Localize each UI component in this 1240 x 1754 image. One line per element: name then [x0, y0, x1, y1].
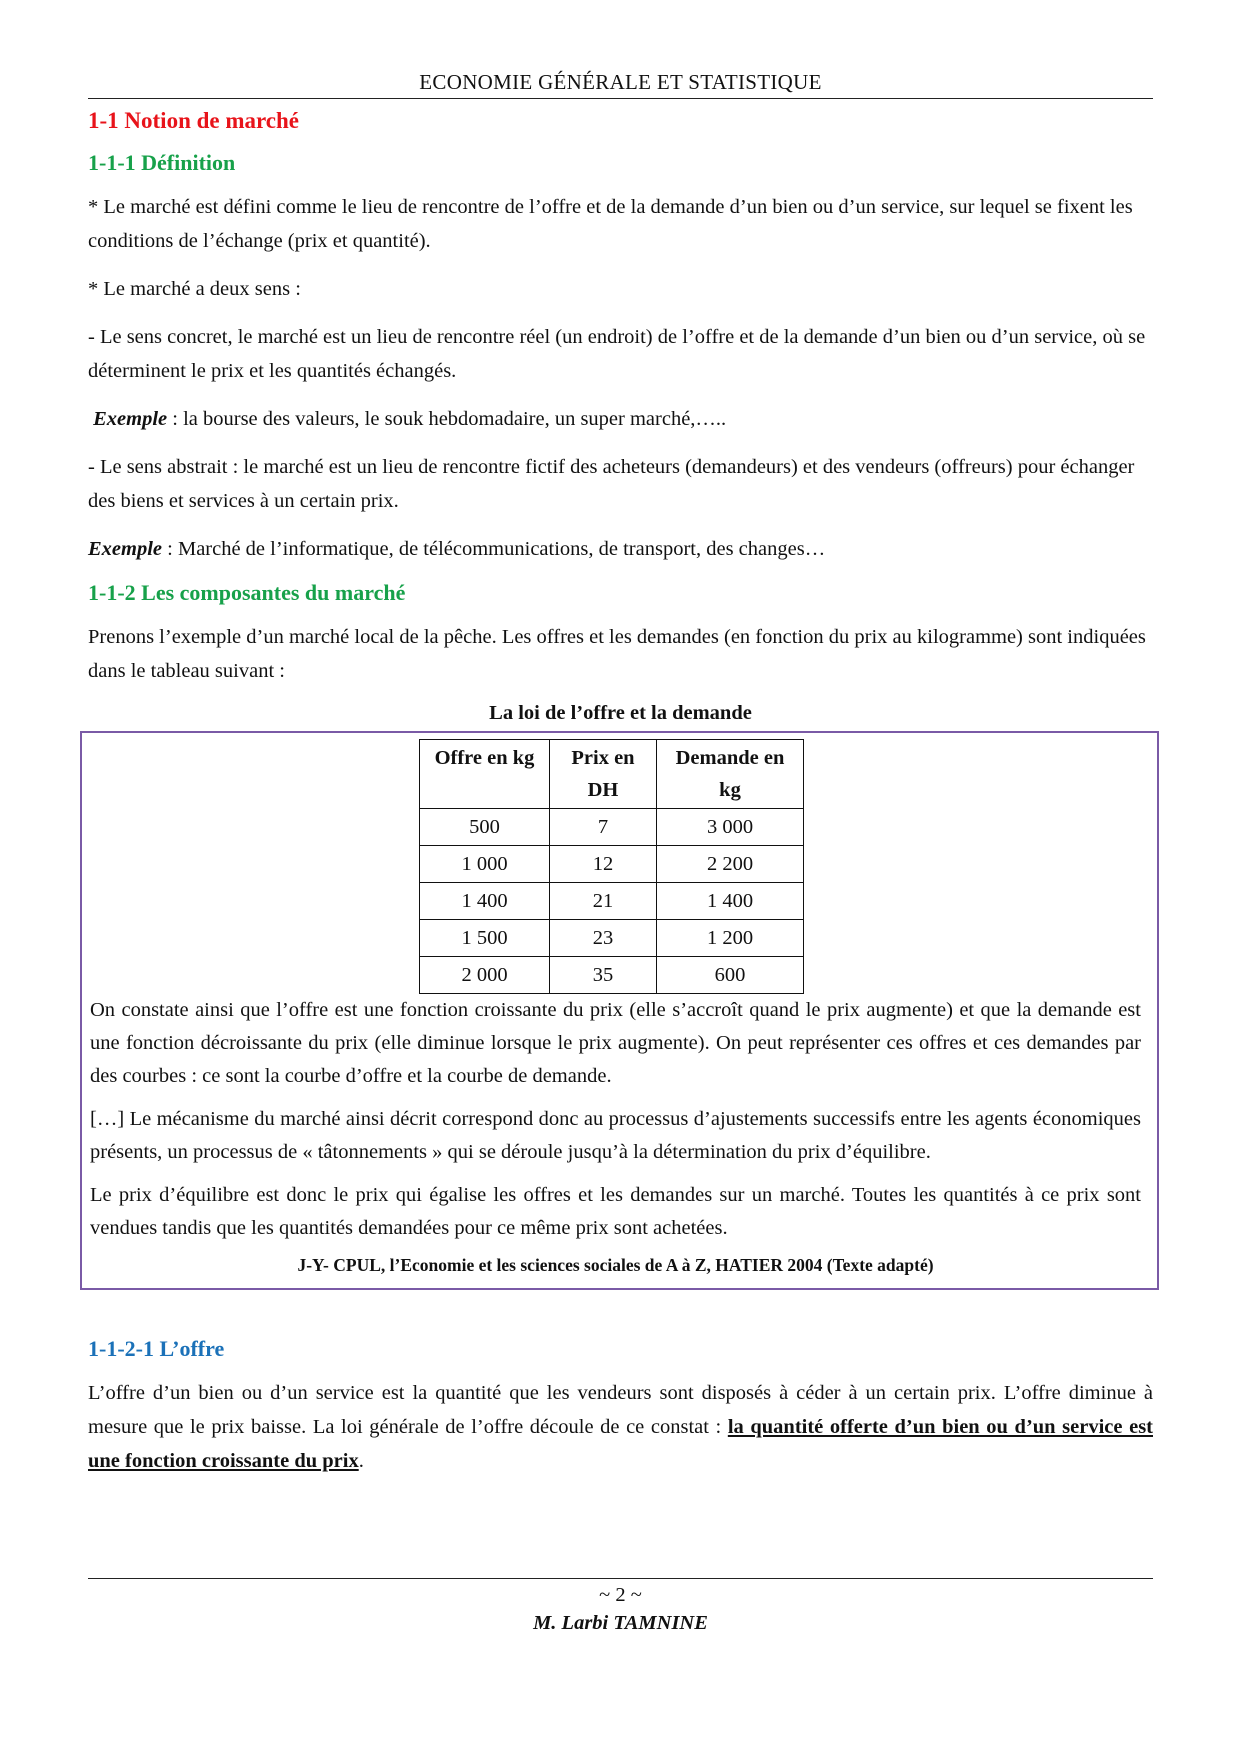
quote-paragraph: On constate ainsi que l’offre est une fonction croissante du prix (elle s’accroît quand le prix augmente) et que la demande est une fonction décroissante du prix (elle diminue lorsque le prix augmente). On peut représenter ces offres et ces demandes par des courbes : ce sont la courbe d’offre et la courbe de demande. [90, 999, 1141, 1087]
table-cell: 1 000 [420, 846, 550, 883]
table-cell: 7 [550, 809, 657, 846]
table-cell: 2 000 [420, 957, 550, 994]
table-title: La loi de l’offre et la demande [489, 702, 752, 724]
definition-paragraph: * Le marché est défini comme le lieu de rencontre de l’offre et de la demande d’un bien ou d’un service, sur lequel se fixent les conditions de l’échange (prix et quantité). [88, 196, 1133, 252]
components-intro: Prenons l’exemple d’un marché local de la pêche. Les offres et les demandes (en fonction du prix au kilogramme) sont indiquées dans le tableau suivant : [88, 626, 1146, 682]
table-cell: 3 000 [657, 809, 804, 846]
quote-paragraph: […] Le mécanisme du marché ainsi décrit correspond donc au processus d’ajustements successifs entre les agents économiques présents, un processus de « tâtonnements » qui se déroule jusqu’à la détermination du prix d’équilibre. [90, 1108, 1141, 1163]
table-cell: 1 400 [420, 883, 550, 920]
table-cell: 500 [420, 809, 550, 846]
concrete-sense-paragraph: - Le sens concret, le marché est un lieu de rencontre réel (un endroit) de l’offre et de la demande d’un bien ou d’un service, où se déterminent le prix et les quantités échangés. [88, 326, 1146, 382]
table-row [420, 883, 804, 920]
table-cell: 2 200 [657, 846, 804, 883]
example-text: : la bourse des valeurs, le souk hebdomadaire, un super marché,….. [167, 408, 727, 430]
table-cell: 600 [657, 957, 804, 994]
example-concrete [88, 402, 1153, 436]
offer-heading: 1-1-2-1 L’offre [88, 1336, 225, 1361]
example-label: Exemple [88, 538, 163, 560]
table-header-cell: Offre en kg [420, 740, 550, 809]
offer-text: L’offre d’un bien ou d’un service est la quantité que les vendeurs sont disposés à céder à un certain prix. L’offre diminue à mesure que le prix baisse. La loi générale de l’offre découle de ce constat : [88, 1382, 1153, 1438]
offer-paragraph [88, 1376, 1153, 1478]
example-abstract [88, 532, 1153, 566]
table-row [420, 809, 804, 846]
table-cell: 1 200 [657, 920, 804, 957]
table-row [420, 846, 804, 883]
table-cell: 12 [550, 846, 657, 883]
table-cell: 21 [550, 883, 657, 920]
quote-box [80, 731, 1159, 1290]
offer-end: . [358, 1450, 364, 1472]
components-heading: 1-1-2 Les composantes du marché [88, 580, 406, 605]
main-content [88, 108, 1153, 1492]
abstract-sense-paragraph: - Le sens abstrait : le marché est un lieu de rencontre fictif des acheteurs (demandeurs) et des vendeurs (offreurs) pour échanger des biens et services à un certain prix. [88, 456, 1135, 512]
table-header-cell: Demande en kg [657, 740, 804, 809]
offer-law: la quantité offerte d’un bien ou d’un service est une fonction croissante du prix [88, 1416, 1153, 1472]
example-text: : Marché de l’informatique, de télécommunications, de transport, des changes… [162, 538, 826, 560]
supply-demand-table [419, 739, 804, 994]
definition-heading: 1-1-1 Définition [88, 150, 236, 175]
example-label: Exemple [93, 408, 168, 430]
table-row [420, 920, 804, 957]
table-cell: 1 400 [657, 883, 804, 920]
section-title: 1-1 Notion de marché [88, 108, 300, 133]
quote-paragraph: Le prix d’équilibre est donc le prix qui égalise les offres et les demandes sur un marché. Toutes les quantités à ce prix sont vendues tandis que les quantités demandées pour ce même prix sont achetées. [90, 1184, 1141, 1239]
table-header-cell: Prix en DH [550, 740, 657, 809]
page-header: ECONOMIE GÉNÉRALE ET STATISTIQUE [88, 70, 1153, 99]
table-cell: 1 500 [420, 920, 550, 957]
table-cell: 23 [550, 920, 657, 957]
table-row [420, 957, 804, 994]
footer-divider [88, 1578, 1153, 1579]
two-senses-paragraph: * Le marché a deux sens : [88, 278, 301, 300]
table-header-row [420, 740, 804, 809]
quote-source: J-Y- CPUL, l’Economie et les sciences sociales de A à Z, HATIER 2004 (Texte adapté) [297, 1255, 934, 1275]
page-number: ~ 2 ~ [599, 1584, 642, 1606]
footer-author: M. Larbi TAMNINE [533, 1612, 708, 1634]
table-cell: 35 [550, 957, 657, 994]
